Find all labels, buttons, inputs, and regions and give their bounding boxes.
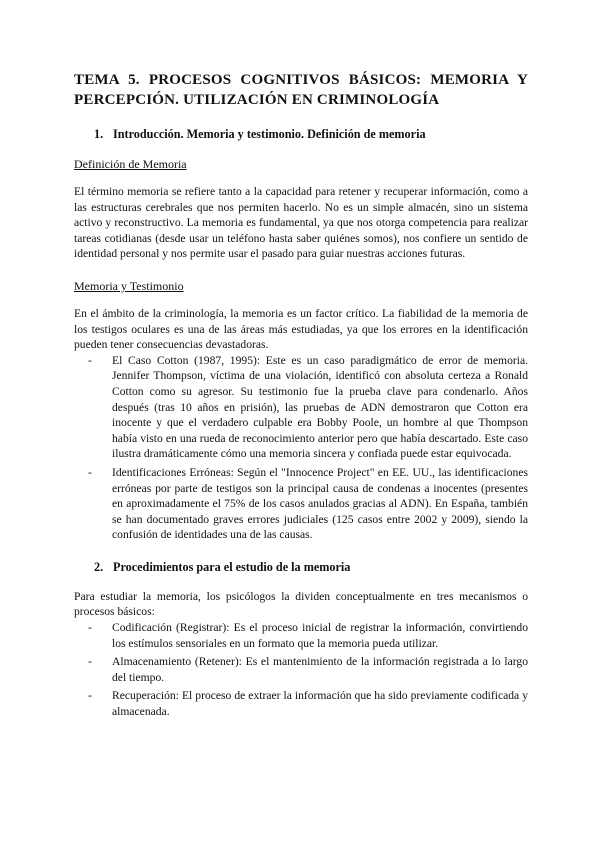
- list-item: [88, 654, 528, 685]
- list-marker: -: [88, 689, 92, 703]
- section-2-heading-text: Procedimientos para el estudio de la memoria: [113, 559, 351, 574]
- list-item-text: Identificaciones Erróneas: Según el "Innocence Project" en EE. UU., las identificaciones erróneas por parte de testigos son la principal causa de condenas a inocentes (presentes en aproximadamente el 75% de los casos anulados gracias al ADN). En España, también se han documentado graves errores judiciales (125 casos entre 2002 y 2009), siendo la confusión de identidades una de las causas.: [112, 465, 528, 542]
- paragraph-definicion-memoria: El término memoria se refiere tanto a la capacidad para retener y recuperar información, como a las estructuras cerebrales que nos permiten hacerlo. No es un simple almacén, sino un sistema activo y reconstructivo. La memoria es fundamental, ya que nos otorga competencia para realizar tareas cotidianas (desde usar un teléfono hasta saber quiénes somos), nos confiere un sentido de identidad personal y nos permite usar el pasado para guiar nuestras acciones futuras.: [74, 185, 528, 261]
- list-item: [88, 688, 528, 719]
- list-procesos-basicos: [74, 620, 528, 720]
- section-2-number: 2.: [94, 559, 104, 574]
- list-item-text: Recuperación: El proceso de extraer la información que ha sido previamente codificada y almacenada.: [112, 689, 528, 719]
- section-1-number: 1.: [94, 127, 104, 141]
- list-memoria-testimonio: [74, 353, 528, 543]
- list-marker: -: [88, 353, 92, 367]
- list-item: [88, 353, 528, 462]
- subheading-definicion-memoria: Definición de Memoria: [74, 157, 187, 171]
- list-marker: -: [88, 621, 92, 635]
- section-1-heading: [94, 126, 528, 142]
- list-marker: -: [88, 655, 92, 669]
- list-item: [88, 620, 528, 651]
- section-2-heading: [94, 559, 528, 575]
- paragraph-procedimientos: Para estudiar la memoria, los psicólogos la dividen conceptualmente en tres mecanismos o procesos básicos:: [74, 589, 528, 619]
- list-marker: -: [88, 465, 92, 479]
- list-item-text: Codificación (Registrar): Es el proceso inicial de registrar la información, convirtiendo los estímulos sensoriales en un formato que la memoria pueda utilizar.: [112, 621, 528, 650]
- list-item-text: El Caso Cotton (1987, 1995): Este es un caso paradigmático de error de memoria. Jennifer Thompson, víctima de una violación, identificó con absoluta certeza a Ronald Cotton como su agresor. Su testimonio fue la prueba clave para condenarlo. Años después (tras 10 años en prisión), las pruebas de ADN demostraron que Cotton era inocente y que el verdadero culpable era Bobby Poole, un hombre al que Thompson había visto en una rueda de reconocimiento anterior pero que había descartado. Este caso ilustra dramáticamente cómo una memoria sincera y confiada puede estar equivocada.: [112, 353, 528, 461]
- paragraph-memoria-testimonio: En el ámbito de la criminología, la memoria es un factor crítico. La fiabilidad de la memoria de los testigos oculares es una de las áreas más estudiadas, ya que los errores en la identificación pueden tener consecuencias devastadoras.: [74, 306, 528, 352]
- section-1-heading-text: Introducción. Memoria y testimonio. Definición de memoria: [113, 127, 426, 141]
- subheading-memoria-testimonio: Memoria y Testimonio: [74, 278, 184, 293]
- list-item-text: Almacenamiento (Retener): Es el mantenimiento de la información registrada a lo largo del tiempo.: [112, 655, 528, 684]
- document-title: TEMA 5. PROCESOS COGNITIVOS BÁSICOS: MEMORIA Y PERCEPCIÓN. UTILIZACIÓN EN CRIMINOLOGÍA: [74, 72, 528, 108]
- list-item: [88, 465, 528, 543]
